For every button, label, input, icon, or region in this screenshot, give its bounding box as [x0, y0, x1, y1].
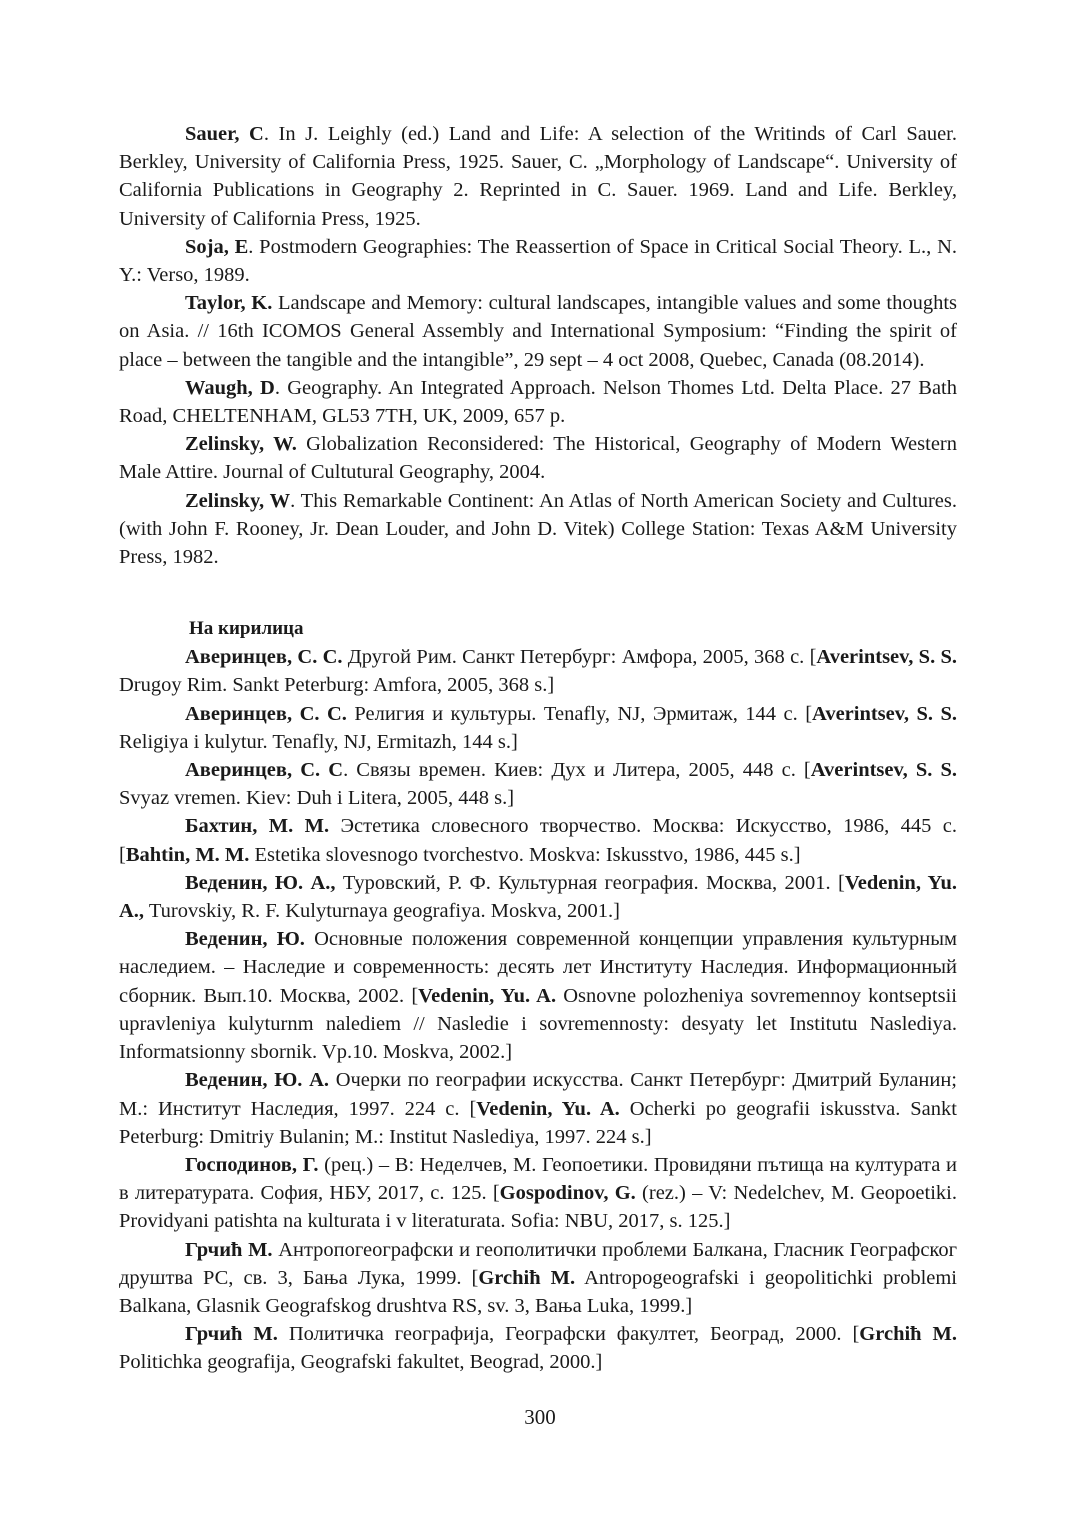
reference-author: Грчић М. [185, 1323, 278, 1346]
reference-translit-author: Vedenin, Yu. A. [476, 1097, 620, 1120]
reference-translit-author: Grchiħ M. [478, 1266, 576, 1289]
reference-entry [119, 643, 957, 699]
reference-entry [119, 756, 957, 812]
reference-translit-author: Vedenin, Yu. A., [119, 871, 958, 923]
reference-text: Globalization Reconsidered: The Historical, Geography of Modern Western Male Attire. Journal of Cultutural Geography, 2004. [119, 433, 957, 484]
reference-author: Веденин, Ю. А., [185, 871, 336, 894]
reference-entry [119, 289, 957, 374]
reference-author: Веденин, Ю. [185, 928, 305, 951]
reference-text: Другой Рим. Санкт Петербург: Амфора, 2005, 368 с. [ [342, 646, 817, 669]
reference-text: Очерки по географии искусства. Санкт Петербург: Дмитрий Буланин; М.: Институт Наследия, 1997. 224 с. [ [119, 1069, 957, 1120]
reference-author: Waugh, D [185, 376, 275, 399]
reference-entry [119, 1151, 957, 1236]
reference-translit-author: Vedenin, Yu. A. [418, 984, 557, 1007]
reference-text: . Postmodern Geographies: The Reassertion of Space in Critical Social Theory. L., N. Y.: Verso, 1989. [119, 235, 957, 287]
reference-text: Туровский, Р. Ф. Культурная география. Москва, 2001. [ [335, 871, 845, 894]
reference-text: . This Remarkable Continent: An Atlas of North American Society and Cultures. (with John F. Rooney, Jr. Dean Louder, and John D. Vitek) College Station: Texas A&M University Press, 1982. [119, 489, 957, 569]
reference-text: Эстетика словесного творчество. Москва: Искусство, 1986, 445 с. [ [119, 815, 957, 866]
reference-translit-author: Gospodinov, G. [499, 1182, 636, 1205]
reference-text: Политичка географија, Географски факултет, Београд, 2000. [ [277, 1323, 860, 1346]
bibliography-page [119, 120, 957, 1377]
reference-translit-author: Averintsev, S. S. [812, 702, 957, 725]
reference-author: Taylor, K. [185, 292, 273, 315]
reference-author: Веденин, Ю. А. [185, 1069, 330, 1092]
reference-entry [119, 120, 957, 233]
page-number: 300 [524, 1405, 556, 1429]
reference-entry [119, 925, 957, 1066]
reference-author: Zelinsky, W [185, 489, 291, 512]
reference-translit-author: Averintsev, S. S. [810, 759, 958, 782]
reference-author: Zelinsky, W. [185, 433, 297, 456]
reference-entry [119, 1320, 957, 1376]
reference-entry [119, 700, 957, 756]
reference-entry [119, 487, 957, 572]
reference-author: Господинов, Г. [185, 1153, 319, 1176]
reference-entry [119, 233, 957, 289]
reference-author: Sauer, C [185, 123, 264, 145]
reference-text: . In J. Leighly (ed.) Land and Life: A selection of the Writinds of Carl Sauer. Berkley, University of California Press, 1925. Sauer, C. „Morphology of Landscape“. University of California Publications in Geography 2. Reprinted in C. Sauer. 1969. Land and Life. Berkley, University of California Press, 1925. [119, 123, 957, 230]
reference-translit-author: Bahtin, M. M. [125, 843, 250, 866]
reference-author: Soja, E [185, 235, 249, 258]
reference-translit-text: Turovskiy, R. F. Kulyturnaya geografiya. Moskva, 2001.] [144, 900, 620, 923]
reference-text: Основные положения современной концепции управления культурным наследием. – Наследие и современность: десять лет Институту Наследия. Информационный сборник. Вып.10. Москва, 2002. [ [119, 928, 957, 1007]
reference-author: Аверинцев, С. С. [185, 646, 343, 669]
reference-entry [119, 1066, 957, 1151]
reference-entry [119, 1236, 957, 1321]
reference-text: Антропогеографски и геополитички проблеми Балкана, Гласник Географског друштва РС, св. 3, Бања Лука, 1999. [ [119, 1238, 958, 1289]
reference-text: Религия и культуры. Tenafly, NJ, Эрмитаж, 144 с. [ [346, 702, 813, 725]
reference-author: Аверинцев, С. С [185, 759, 344, 782]
reference-entry [119, 812, 957, 868]
reference-entry [119, 430, 957, 486]
section-heading-cyrillic: На кирилица [189, 618, 304, 640]
reference-translit-text: Religiya i kulytur. Tenafly, NJ, Ermitazh, 144 s.] [119, 730, 518, 753]
reference-translit-text: Osnovne polozheniya sovremennoy kontseptsii upravleniya kulyturnm nalediem // Nasledie i sovremennosty: desyaty let Institutu Naslediya. Informatsionny sbornik. Vp.10. Moskva, 2002.] [119, 984, 957, 1064]
reference-translit-text: Ocherki po geografii iskusstva. Sankt Peterburg: Dmitriy Bulanin; M.: Institut Naslediya, 1997. 224 s.] [119, 1097, 957, 1148]
reference-translit-text: Drugoy Rim. Sankt Peterburg: Amfora, 2005, 368 s.] [119, 674, 555, 697]
reference-translit-text: Politichka geografija, Geografski fakultet, Beograd, 2000.] [119, 1351, 603, 1374]
reference-translit-text: Antropogeografski i geopolitichki problemi Balkana, Glasnik Geografskog drushtva RS, sv. 3, Вања Luka, 1999.] [119, 1266, 958, 1317]
reference-text: Landscape and Memory: cultural landscapes, intangible values and some thoughts on Asia. // 16th ICOMOS General Assembly and International Symposium: “Finding the spirit of place – between the tangible and the intangible”, 29 sept – 4 oct 2008, Quebec, Canada (08.2014). [119, 292, 957, 371]
reference-text: . Связы времен. Киев: Дух и Литера, 2005, 448 с. [ [343, 759, 811, 782]
reference-author: Бахтин, М. М. [185, 815, 330, 838]
reference-entry [119, 374, 957, 430]
reference-entry [119, 869, 957, 925]
reference-text: (рец.) – В: Неделчев, М. Геопоетики. Провидяни пътища на културата и в литературата. София, НБУ, 2017, с. 125. [ [119, 1153, 957, 1205]
reference-translit-text: Estetika slovesnogo tvorchestvo. Moskva: Iskusstvo, 1986, 445 s.] [249, 843, 801, 866]
reference-text: . Geography. An Integrated Approach. Nelson Thomes Ltd. Delta Place. 27 Bath Road, CHELTENHAM, GL53 7TH, UK, 2009, 657 p. [119, 376, 957, 428]
reference-translit-text: (rez.) – V: Nedelchev, M. Geopoetiki. Providyani patishta na kulturata i v literaturata. Sofia: NBU, 2017, s. 125.] [119, 1182, 957, 1233]
reference-translit-text: Svyaz vremen. Kiev: Duh i Litera, 2005, 448 s.] [119, 787, 515, 810]
reference-translit-author: Averintsev, S. S. [816, 646, 958, 669]
reference-author: Аверинцев, С. С. [185, 702, 347, 725]
reference-author: Грчић М. [185, 1238, 273, 1261]
reference-translit-author: Grchiħ M. [859, 1323, 958, 1346]
